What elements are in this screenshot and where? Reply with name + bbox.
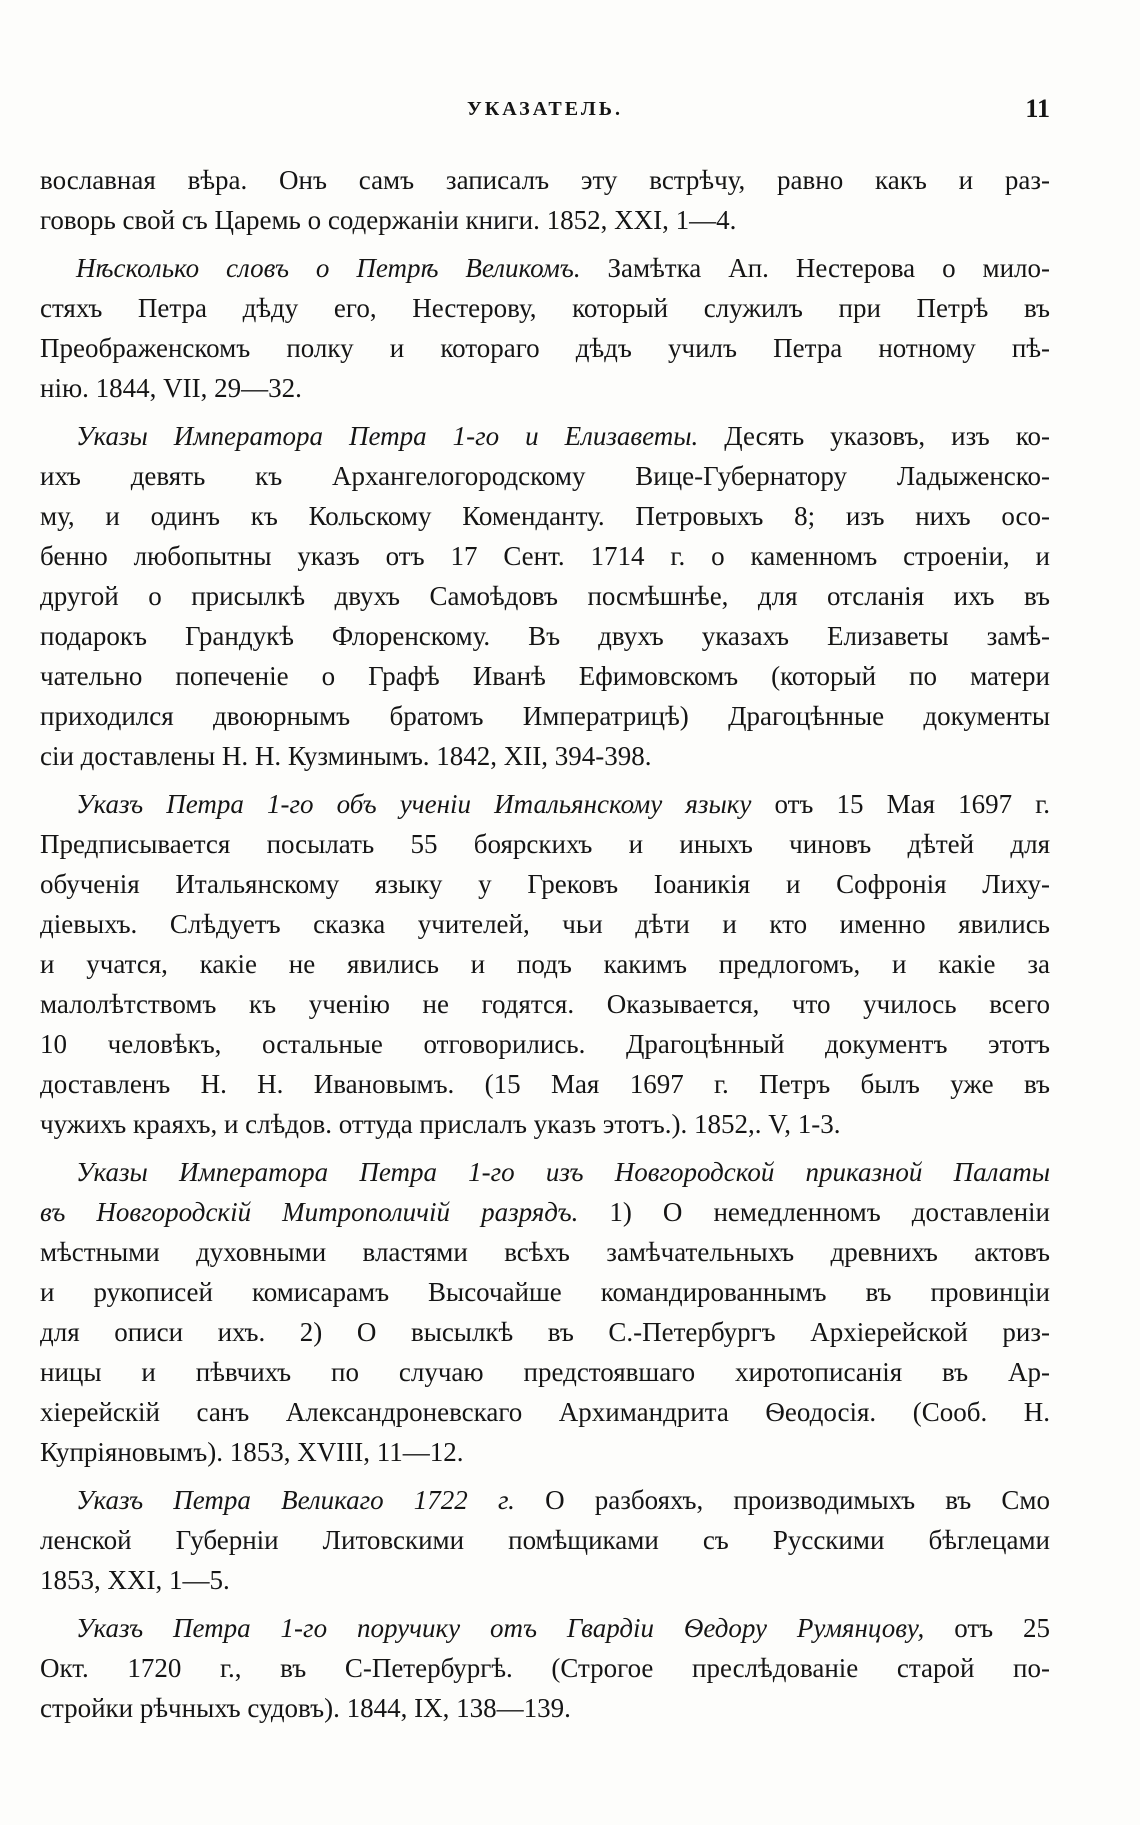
entry-text: чательно попеченіе о Графѣ Иванѣ Ефимовскомъ (который по матери — [40, 661, 1050, 691]
entry-text: и учатся, какіе не явились и подъ какимъ предлогомъ, и какіе за — [40, 949, 1050, 979]
page — [40, 0, 1050, 1825]
entry-text: хіерейскій санъ Александроневскаго Архимандрита Ѳеодосія. (Сооб. Н. — [40, 1397, 1050, 1427]
text-line — [40, 616, 1050, 656]
index-entry — [40, 784, 1050, 1144]
entry-title: Указъ Петра Великаго 1722 г. — [76, 1485, 515, 1515]
index-body — [40, 160, 1050, 1736]
text-line — [40, 1104, 1050, 1144]
index-entry — [40, 1480, 1050, 1600]
entry-text: говорь свой съ Царемь о содержаніи книги. 1852, XXI, 1—4. — [40, 205, 737, 235]
text-line — [40, 696, 1050, 736]
text-line — [40, 736, 1050, 776]
running-title: УКАЗАТЕЛЬ. — [467, 98, 623, 120]
page-number: 11 — [1025, 94, 1050, 123]
text-line — [40, 984, 1050, 1024]
entry-text: О разбояхъ, производимыхъ въ Смо — [514, 1485, 1050, 1515]
entry-text: Десять указовъ, изъ ко- — [698, 421, 1050, 451]
index-entry — [40, 160, 1050, 240]
text-line — [40, 824, 1050, 864]
entry-text: му, и одинъ къ Кольскому Коменданту. Петровыхъ 8; изъ нихъ осо- — [40, 501, 1050, 531]
entry-text: ихъ девять къ Архангелогородскому Вице-Губернатору Ладыженско- — [40, 461, 1050, 491]
index-entry — [40, 1608, 1050, 1728]
entry-text: 1853, XXI, 1—5. — [40, 1565, 230, 1595]
entry-text: 10 человѣкъ, остальные отговорились. Драгоцѣнный документъ этотъ — [40, 1029, 1050, 1059]
entry-text: ленской Губерніи Литовскими помѣщиками съ Русскими бѣглецами — [40, 1525, 1050, 1555]
entry-text: для описи ихъ. 2) О высылкѣ въ С.-Петербургъ Архіерейской риз- — [40, 1317, 1050, 1347]
text-line — [40, 200, 1050, 240]
text-line — [40, 1688, 1050, 1728]
entry-text: доставленъ Н. Н. Ивановымъ. (15 Мая 1697 г. Петръ былъ уже въ — [40, 1069, 1050, 1099]
text-line — [40, 368, 1050, 408]
text-line — [40, 864, 1050, 904]
index-entry — [40, 416, 1050, 776]
entry-text: ницы и пѣвчихъ по случаю предстоявшаго хиротописанія въ Ар- — [40, 1357, 1050, 1387]
text-line — [40, 1192, 1050, 1232]
entry-text: обученія Итальянскому языку у Грековъ Іоаникія и Софронія Лиху- — [40, 869, 1050, 899]
text-line — [40, 1648, 1050, 1688]
text-line — [40, 160, 1050, 200]
entry-text: сіи доставлены Н. Н. Кузминымъ. 1842, XII, 394-398. — [40, 741, 652, 771]
text-line — [40, 576, 1050, 616]
entry-text: Окт. 1720 г., въ С-Петербургѣ. (Строгое преслѣдованіе старой по- — [40, 1653, 1050, 1683]
entry-title: Указъ Петра 1-го объ ученіи Итальянскому языку — [76, 789, 752, 819]
entry-text: бенно любопытны указъ отъ 17 Сент. 1714 г. о каменномъ строеніи, и — [40, 541, 1050, 571]
text-line — [40, 1352, 1050, 1392]
entry-text: малолѣтствомъ къ ученію не годятся. Оказывается, что училось всего — [40, 989, 1050, 1019]
text-line — [40, 1480, 1050, 1520]
entry-text: стройки рѣчныхъ судовъ). 1844, IX, 138—139. — [40, 1693, 571, 1723]
text-line — [40, 496, 1050, 536]
text-line — [40, 1272, 1050, 1312]
text-line — [40, 456, 1050, 496]
entry-text: приходился двоюрнымъ братомъ Императрицѣ) Драгоцѣнные документы — [40, 701, 1050, 731]
entry-text: и рукописей комисарамъ Высочайше командированнымъ въ провинціи — [40, 1277, 1050, 1307]
entry-text: стяхъ Петра дѣду его, Нестерову, который служилъ при Петрѣ въ — [40, 293, 1050, 323]
text-line — [40, 1432, 1050, 1472]
entry-title: Нѣсколько словъ о Петрѣ Великомъ. — [76, 253, 581, 283]
text-line — [40, 784, 1050, 824]
entry-text: Преображенскомъ полку и котораго дѣдъ училъ Петра нотному пѣ- — [40, 333, 1050, 363]
index-entry — [40, 248, 1050, 408]
entry-text: вославная вѣра. Онъ самъ записалъ эту встрѣчу, равно какъ и раз- — [40, 165, 1050, 195]
entry-text: дiевыхъ. Слѣдуетъ сказка учителей, чьи дѣти и кто именно явились — [40, 909, 1050, 939]
entry-title: въ Новгородскій Митрополичій разрядъ. — [40, 1197, 579, 1227]
entry-text: Купріяновымъ). 1853, XVIII, 11—12. — [40, 1437, 464, 1467]
text-line — [40, 1608, 1050, 1648]
page-header — [40, 94, 1050, 134]
text-line — [40, 656, 1050, 696]
entry-text: мѣстными духовными властями всѣхъ замѣчательныхъ древнихъ актовъ — [40, 1237, 1050, 1267]
entry-text: нію. 1844, VII, 29—32. — [40, 373, 302, 403]
text-line — [40, 1232, 1050, 1272]
text-line — [40, 1312, 1050, 1352]
entry-title: Указъ Петра 1-го поручику отъ Гвардіи Ѳедору Румянцову, — [76, 1613, 925, 1643]
entry-text: другой о присылкѣ двухъ Самоѣдовъ посмѣшнѣе, для отсланія ихъ въ — [40, 581, 1050, 611]
text-line — [40, 1520, 1050, 1560]
entry-text: 1) О немедленномъ доставленіи — [578, 1197, 1050, 1227]
entry-title: Указы Императора Петра 1-го изъ Новгородской приказной Палаты — [76, 1157, 1050, 1187]
text-line — [40, 904, 1050, 944]
text-line — [40, 1064, 1050, 1104]
text-line — [40, 416, 1050, 456]
text-line — [40, 1392, 1050, 1432]
entry-text: отъ 15 Мая 1697 г. — [751, 789, 1050, 819]
entry-text: чужихъ краяхъ, и слѣдов. оттуда прислалъ указъ этотъ.). 1852,. V, 1-3. — [40, 1109, 841, 1139]
index-entry — [40, 1152, 1050, 1472]
entry-text: Предписывается посылать 55 боярскихъ и иныхъ чиновъ дѣтей для — [40, 829, 1050, 859]
entry-title: Указы Императора Петра 1-го и Елизаветы. — [76, 421, 699, 451]
entry-text: отъ 25 — [924, 1613, 1050, 1643]
entry-text: подарокъ Грандукѣ Флоренскому. Въ двухъ указахъ Елизаветы замѣ- — [40, 621, 1050, 651]
text-line — [40, 1024, 1050, 1064]
text-line — [40, 288, 1050, 328]
text-line — [40, 1152, 1050, 1192]
entry-text: Замѣтка Ап. Нестерова о мило- — [580, 253, 1050, 283]
text-line — [40, 248, 1050, 288]
text-line — [40, 1560, 1050, 1600]
text-line — [40, 536, 1050, 576]
text-line — [40, 944, 1050, 984]
text-line — [40, 328, 1050, 368]
